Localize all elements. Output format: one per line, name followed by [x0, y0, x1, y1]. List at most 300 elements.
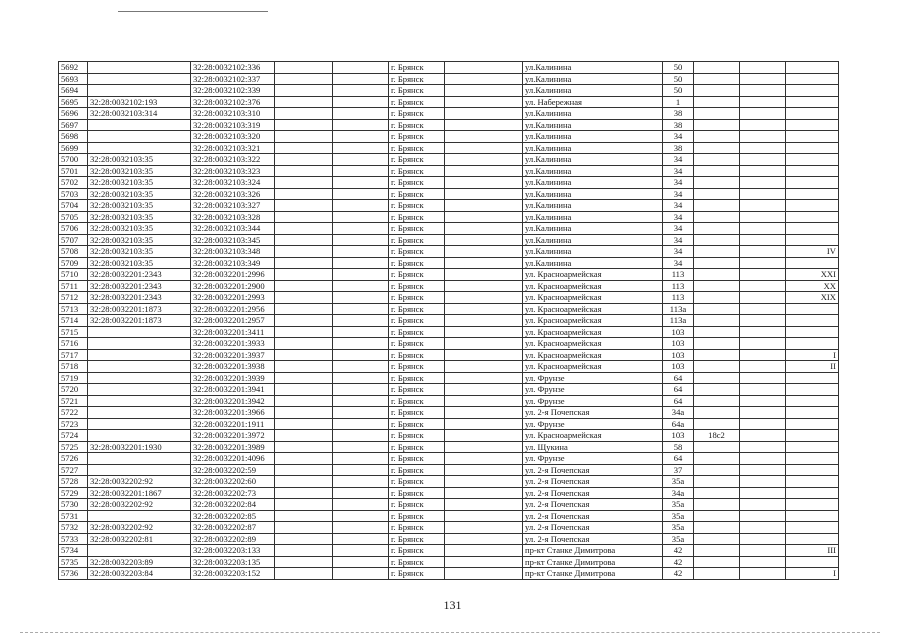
city: г. Брянск	[389, 349, 445, 361]
cadastral-number: 32:28:0032202:59	[191, 464, 275, 476]
blank-col-a	[275, 142, 333, 154]
blank-col-b	[333, 556, 389, 568]
blank-col-a	[275, 246, 333, 258]
cadastral-number: 32:28:0032102:336	[191, 62, 275, 74]
cadastral-number: 32:28:0032201:3966	[191, 407, 275, 419]
row-number: 5710	[59, 269, 88, 281]
building	[694, 280, 740, 292]
cadastral-number: 32:28:0032201:3938	[191, 361, 275, 373]
house-number: 38	[663, 108, 694, 120]
house-number: 34	[663, 177, 694, 189]
unit-number	[786, 303, 839, 315]
table-row	[59, 430, 839, 442]
house-number: 103	[663, 361, 694, 373]
row-number: 5708	[59, 246, 88, 258]
blank-col-c	[445, 269, 523, 281]
parent-cadastral-number: 32:28:0032103:314	[88, 108, 191, 120]
cadastral-number: 32:28:0032201:2956	[191, 303, 275, 315]
street: ул.Калинина	[523, 62, 663, 74]
house-number: 42	[663, 545, 694, 557]
house-number: 1	[663, 96, 694, 108]
blank-col-d	[740, 510, 786, 522]
blank-col-d	[740, 533, 786, 545]
blank-col-d	[740, 430, 786, 442]
table-row	[59, 246, 839, 258]
parent-cadastral-number	[88, 349, 191, 361]
house-number: 34	[663, 246, 694, 258]
parent-cadastral-number	[88, 384, 191, 396]
unit-number	[786, 441, 839, 453]
blank-col-b	[333, 303, 389, 315]
blank-col-b	[333, 476, 389, 488]
blank-col-c	[445, 73, 523, 85]
blank-col-a	[275, 257, 333, 269]
building	[694, 395, 740, 407]
blank-col-c	[445, 303, 523, 315]
unit-number	[786, 257, 839, 269]
unit-number	[786, 165, 839, 177]
unit-number	[786, 464, 839, 476]
blank-col-d	[740, 223, 786, 235]
row-number: 5731	[59, 510, 88, 522]
blank-col-c	[445, 246, 523, 258]
parent-cadastral-number: 32:28:0032202:92	[88, 522, 191, 534]
blank-col-d	[740, 545, 786, 557]
city: г. Брянск	[389, 499, 445, 511]
city: г. Брянск	[389, 430, 445, 442]
unit-number	[786, 522, 839, 534]
blank-col-c	[445, 476, 523, 488]
blank-col-d	[740, 108, 786, 120]
cadastral-number: 32:28:0032103:322	[191, 154, 275, 166]
row-number: 5699	[59, 142, 88, 154]
blank-col-b	[333, 234, 389, 246]
blank-col-c	[445, 200, 523, 212]
blank-col-d	[740, 487, 786, 499]
row-number: 5719	[59, 372, 88, 384]
table-row	[59, 234, 839, 246]
parent-cadastral-number	[88, 131, 191, 143]
blank-col-d	[740, 280, 786, 292]
building	[694, 522, 740, 534]
parent-cadastral-number	[88, 338, 191, 350]
street: ул. 2-я Почепская	[523, 407, 663, 419]
unit-number	[786, 142, 839, 154]
building	[694, 211, 740, 223]
table-row	[59, 62, 839, 74]
cadastral-number: 32:28:0032201:3933	[191, 338, 275, 350]
blank-col-d	[740, 326, 786, 338]
blank-col-a	[275, 326, 333, 338]
blank-col-b	[333, 338, 389, 350]
city: г. Брянск	[389, 188, 445, 200]
blank-col-b	[333, 545, 389, 557]
blank-col-b	[333, 246, 389, 258]
table-row	[59, 568, 839, 580]
cadastral-number: 32:28:0032103:327	[191, 200, 275, 212]
row-number: 5701	[59, 165, 88, 177]
blank-col-a	[275, 384, 333, 396]
cadastral-number: 32:28:0032202:60	[191, 476, 275, 488]
blank-col-a	[275, 453, 333, 465]
cadastral-number: 32:28:0032103:326	[191, 188, 275, 200]
blank-col-a	[275, 73, 333, 85]
blank-col-b	[333, 510, 389, 522]
street: ул.Калинина	[523, 131, 663, 143]
blank-col-a	[275, 154, 333, 166]
building	[694, 200, 740, 212]
city: г. Брянск	[389, 384, 445, 396]
building	[694, 349, 740, 361]
cadastral-number: 32:28:0032203:135	[191, 556, 275, 568]
city: г. Брянск	[389, 487, 445, 499]
table-row	[59, 131, 839, 143]
table-row	[59, 372, 839, 384]
city: г. Брянск	[389, 315, 445, 327]
blank-col-b	[333, 108, 389, 120]
cadastral-number: 32:28:0032203:133	[191, 545, 275, 557]
unit-number	[786, 188, 839, 200]
house-number: 64	[663, 395, 694, 407]
unit-number	[786, 430, 839, 442]
blank-col-c	[445, 361, 523, 373]
row-number: 5695	[59, 96, 88, 108]
parent-cadastral-number: 32:28:0032201:2343	[88, 269, 191, 281]
row-number: 5692	[59, 62, 88, 74]
house-number: 35а	[663, 510, 694, 522]
street: ул.Калинина	[523, 200, 663, 212]
blank-col-d	[740, 292, 786, 304]
table-row	[59, 395, 839, 407]
building	[694, 384, 740, 396]
blank-col-b	[333, 73, 389, 85]
building	[694, 246, 740, 258]
blank-col-d	[740, 418, 786, 430]
blank-col-d	[740, 499, 786, 511]
blank-col-b	[333, 568, 389, 580]
street: ул. Красноармейская	[523, 338, 663, 350]
blank-col-a	[275, 131, 333, 143]
top-rule	[118, 11, 268, 12]
house-number: 34	[663, 200, 694, 212]
street: ул. Фрунзе	[523, 372, 663, 384]
blank-col-a	[275, 407, 333, 419]
cadastral-number: 32:28:0032102:337	[191, 73, 275, 85]
street: ул. Красноармейская	[523, 269, 663, 281]
parent-cadastral-number: 32:28:0032202:92	[88, 499, 191, 511]
blank-col-b	[333, 372, 389, 384]
blank-col-c	[445, 280, 523, 292]
parent-cadastral-number: 32:28:0032103:35	[88, 223, 191, 235]
blank-col-a	[275, 499, 333, 511]
cadastral-number: 32:28:0032103:345	[191, 234, 275, 246]
street: ул.Калинина	[523, 142, 663, 154]
row-number: 5711	[59, 280, 88, 292]
blank-col-a	[275, 418, 333, 430]
building	[694, 499, 740, 511]
street: ул. Фрунзе	[523, 395, 663, 407]
unit-number	[786, 326, 839, 338]
unit-number: IV	[786, 246, 839, 258]
building	[694, 487, 740, 499]
city: г. Брянск	[389, 62, 445, 74]
street: пр-кт Станке Димитрова	[523, 556, 663, 568]
street: ул. Красноармейская	[523, 326, 663, 338]
blank-col-d	[740, 556, 786, 568]
building	[694, 556, 740, 568]
building	[694, 73, 740, 85]
cadastral-number: 32:28:0032103:328	[191, 211, 275, 223]
blank-col-b	[333, 453, 389, 465]
row-number: 5704	[59, 200, 88, 212]
blank-col-b	[333, 361, 389, 373]
house-number: 35а	[663, 522, 694, 534]
cadastral-number: 32:28:0032201:3937	[191, 349, 275, 361]
blank-col-a	[275, 96, 333, 108]
row-number: 5714	[59, 315, 88, 327]
table-row	[59, 338, 839, 350]
blank-col-c	[445, 430, 523, 442]
blank-col-d	[740, 96, 786, 108]
blank-col-d	[740, 211, 786, 223]
parent-cadastral-number: 32:28:0032103:35	[88, 177, 191, 189]
row-number: 5736	[59, 568, 88, 580]
building	[694, 533, 740, 545]
table-row	[59, 200, 839, 212]
unit-number	[786, 154, 839, 166]
parent-cadastral-number	[88, 119, 191, 131]
house-number: 34а	[663, 487, 694, 499]
blank-col-d	[740, 476, 786, 488]
table-row	[59, 499, 839, 511]
parent-cadastral-number: 32:28:0032103:35	[88, 257, 191, 269]
row-number: 5727	[59, 464, 88, 476]
blank-col-c	[445, 464, 523, 476]
building	[694, 119, 740, 131]
row-number: 5702	[59, 177, 88, 189]
house-number: 50	[663, 62, 694, 74]
unit-number: III	[786, 545, 839, 557]
unit-number: II	[786, 361, 839, 373]
parent-cadastral-number: 32:28:0032202:81	[88, 533, 191, 545]
blank-col-b	[333, 533, 389, 545]
city: г. Брянск	[389, 545, 445, 557]
cadastral-number: 32:28:0032201:1911	[191, 418, 275, 430]
row-number: 5724	[59, 430, 88, 442]
blank-col-d	[740, 257, 786, 269]
parent-cadastral-number	[88, 430, 191, 442]
building	[694, 257, 740, 269]
street: ул.Калинина	[523, 246, 663, 258]
blank-col-c	[445, 556, 523, 568]
building	[694, 177, 740, 189]
blank-col-d	[740, 73, 786, 85]
house-number: 34	[663, 154, 694, 166]
street: ул.Калинина	[523, 211, 663, 223]
blank-col-a	[275, 522, 333, 534]
blank-col-b	[333, 223, 389, 235]
city: г. Брянск	[389, 292, 445, 304]
blank-col-d	[740, 384, 786, 396]
table-row	[59, 545, 839, 557]
blank-col-d	[740, 188, 786, 200]
unit-number	[786, 85, 839, 97]
cadastral-number: 32:28:0032201:2996	[191, 269, 275, 281]
cadastral-number: 32:28:0032103:310	[191, 108, 275, 120]
blank-col-a	[275, 62, 333, 74]
blank-col-a	[275, 119, 333, 131]
blank-col-b	[333, 280, 389, 292]
blank-col-b	[333, 430, 389, 442]
street: ул. Красноармейская	[523, 315, 663, 327]
house-number: 113	[663, 280, 694, 292]
row-number: 5703	[59, 188, 88, 200]
blank-col-d	[740, 303, 786, 315]
city: г. Брянск	[389, 154, 445, 166]
blank-col-c	[445, 522, 523, 534]
city: г. Брянск	[389, 418, 445, 430]
parent-cadastral-number: 32:28:0032103:35	[88, 246, 191, 258]
table-row	[59, 142, 839, 154]
cadastral-number: 32:28:0032201:2957	[191, 315, 275, 327]
table-row	[59, 108, 839, 120]
blank-col-a	[275, 177, 333, 189]
blank-col-c	[445, 326, 523, 338]
cadastral-number: 32:28:0032102:376	[191, 96, 275, 108]
street: ул.Калинина	[523, 85, 663, 97]
blank-col-a	[275, 165, 333, 177]
blank-col-b	[333, 142, 389, 154]
street: ул. 2-я Почепская	[523, 522, 663, 534]
parent-cadastral-number: 32:28:0032201:1867	[88, 487, 191, 499]
cadastral-number: 32:28:0032103:349	[191, 257, 275, 269]
blank-col-b	[333, 177, 389, 189]
street: ул. Красноармейская	[523, 361, 663, 373]
parent-cadastral-number	[88, 73, 191, 85]
blank-col-d	[740, 372, 786, 384]
blank-col-a	[275, 556, 333, 568]
street: ул. 2-я Почепская	[523, 487, 663, 499]
building	[694, 315, 740, 327]
blank-col-b	[333, 62, 389, 74]
blank-col-c	[445, 165, 523, 177]
building	[694, 188, 740, 200]
blank-col-a	[275, 303, 333, 315]
blank-col-b	[333, 326, 389, 338]
table-row	[59, 73, 839, 85]
unit-number	[786, 418, 839, 430]
cadastral-number: 32:28:0032202:89	[191, 533, 275, 545]
blank-col-a	[275, 568, 333, 580]
building	[694, 372, 740, 384]
city: г. Брянск	[389, 200, 445, 212]
blank-col-a	[275, 372, 333, 384]
unit-number	[786, 200, 839, 212]
city: г. Брянск	[389, 108, 445, 120]
blank-col-d	[740, 441, 786, 453]
unit-number	[786, 96, 839, 108]
street: ул. 2-я Почепская	[523, 476, 663, 488]
blank-col-a	[275, 315, 333, 327]
blank-col-a	[275, 487, 333, 499]
parent-cadastral-number: 32:28:0032103:35	[88, 165, 191, 177]
blank-col-d	[740, 453, 786, 465]
blank-col-b	[333, 257, 389, 269]
parent-cadastral-number	[88, 407, 191, 419]
table-row	[59, 96, 839, 108]
city: г. Брянск	[389, 407, 445, 419]
table-row	[59, 407, 839, 419]
blank-col-a	[275, 338, 333, 350]
unit-number	[786, 62, 839, 74]
parent-cadastral-number	[88, 418, 191, 430]
street: ул.Калинина	[523, 119, 663, 131]
table-row	[59, 510, 839, 522]
unit-number: I	[786, 568, 839, 580]
house-number: 34	[663, 211, 694, 223]
building	[694, 154, 740, 166]
blank-col-c	[445, 372, 523, 384]
building	[694, 476, 740, 488]
blank-col-a	[275, 349, 333, 361]
parent-cadastral-number: 32:28:0032201:1930	[88, 441, 191, 453]
unit-number	[786, 73, 839, 85]
building	[694, 568, 740, 580]
bottom-rule	[20, 632, 880, 633]
blank-col-a	[275, 280, 333, 292]
building	[694, 142, 740, 154]
table-row	[59, 303, 839, 315]
unit-number	[786, 211, 839, 223]
row-number: 5707	[59, 234, 88, 246]
city: г. Брянск	[389, 223, 445, 235]
building	[694, 131, 740, 143]
cadastral-number: 32:28:0032103:323	[191, 165, 275, 177]
row-number: 5715	[59, 326, 88, 338]
unit-number	[786, 315, 839, 327]
blank-col-a	[275, 200, 333, 212]
house-number: 103	[663, 430, 694, 442]
row-number: 5734	[59, 545, 88, 557]
table-row	[59, 533, 839, 545]
cadastral-number: 32:28:0032202:87	[191, 522, 275, 534]
city: г. Брянск	[389, 361, 445, 373]
city: г. Брянск	[389, 568, 445, 580]
cadastral-number: 32:28:0032201:3989	[191, 441, 275, 453]
building	[694, 418, 740, 430]
city: г. Брянск	[389, 510, 445, 522]
blank-col-d	[740, 165, 786, 177]
blank-col-c	[445, 85, 523, 97]
city: г. Брянск	[389, 165, 445, 177]
blank-col-b	[333, 522, 389, 534]
blank-col-d	[740, 315, 786, 327]
unit-number	[786, 510, 839, 522]
unit-number	[786, 338, 839, 350]
parent-cadastral-number: 32:28:0032203:89	[88, 556, 191, 568]
street: ул. 2-я Почепская	[523, 499, 663, 511]
row-number: 5722	[59, 407, 88, 419]
house-number: 34	[663, 188, 694, 200]
blank-col-d	[740, 177, 786, 189]
blank-col-d	[740, 361, 786, 373]
blank-col-c	[445, 453, 523, 465]
city: г. Брянск	[389, 395, 445, 407]
parent-cadastral-number	[88, 395, 191, 407]
table-row	[59, 85, 839, 97]
parent-cadastral-number: 32:28:0032201:2343	[88, 280, 191, 292]
parent-cadastral-number: 32:28:0032103:35	[88, 200, 191, 212]
